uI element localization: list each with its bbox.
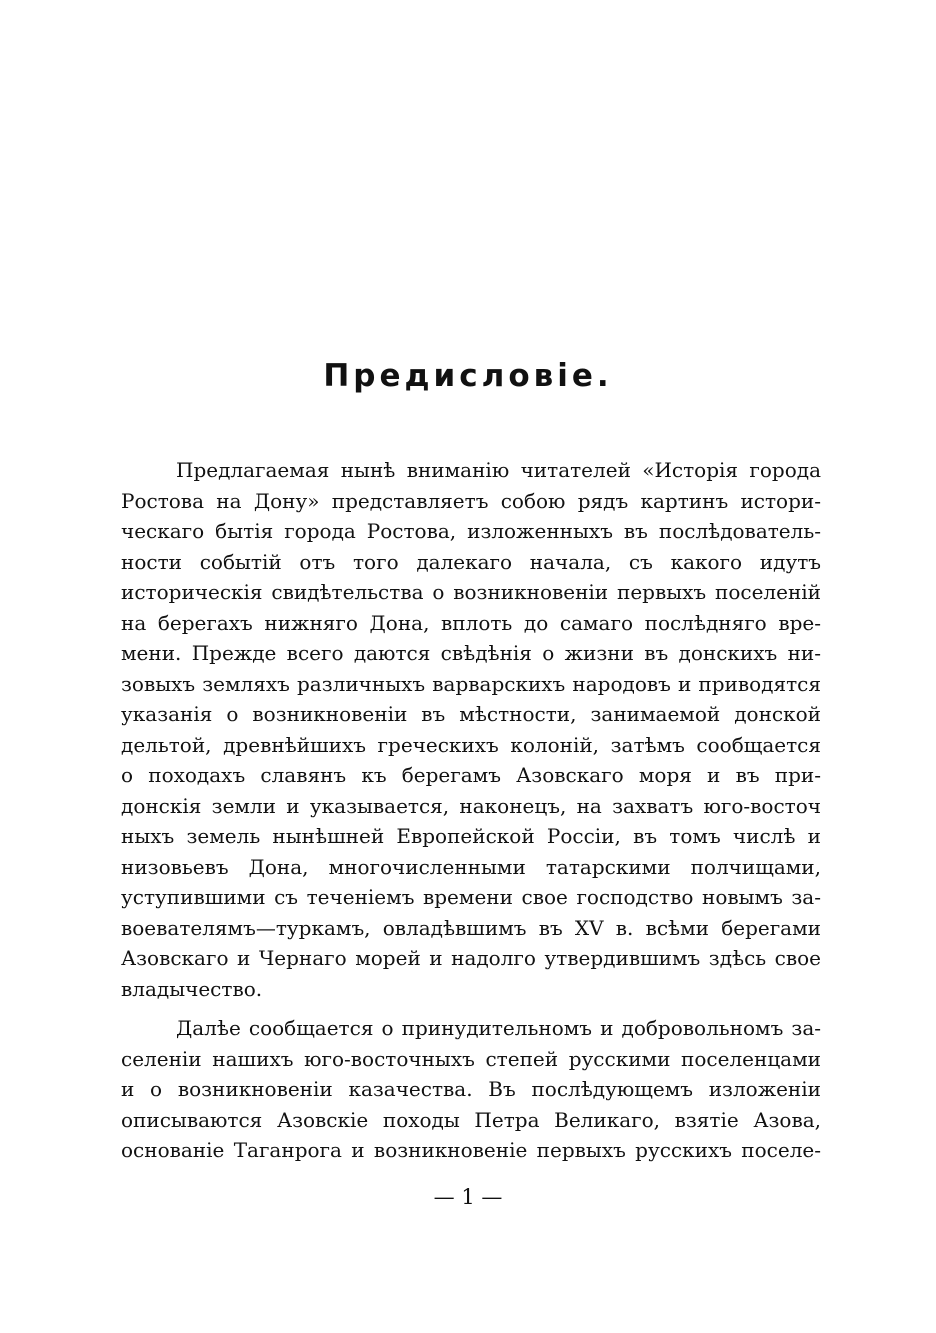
text-line: описываются Азовскіе походы Петра Великаго, взятіе Азова,: [121, 1107, 821, 1132]
text-line: указанія о возникновеніи въ мѣстности, занимаемой донской: [121, 702, 821, 726]
text-line: мени. Прежде всего даются свѣдѣнія о жизни въ донскихъ ни-: [121, 641, 821, 665]
page-number: — 1 —: [433, 1185, 503, 1209]
text-line: низовьевъ Дона, многочисленными татарскими полчищами,: [121, 854, 821, 879]
text-line: ческаго бытія города Ростова, изложенныхъ въ послѣдователь-: [121, 519, 821, 543]
text-line: донскія земли и указывается, наконецъ, на захватъ юго-восточ: [121, 793, 821, 818]
paragraph-1: [121, 455, 821, 1004]
text-line: и о возникновеніи казачества. Въ послѣдующемъ изложеніи: [121, 1077, 821, 1101]
text-line: ности событій отъ того далекаго начала, съ какого идутъ: [121, 549, 821, 574]
text-line: Далѣе сообщается о принудительномъ и добровольномъ за-: [176, 1016, 821, 1040]
text-line: селеніи нашихъ юго-восточныхъ степей русскими поселенцами: [121, 1046, 821, 1071]
text-line: владычество.: [121, 976, 263, 1001]
text-line: ныхъ земель нынѣшней Европейской Россіи, въ томъ числѣ и: [121, 824, 821, 848]
text-line: зовыхъ земляхъ различныхъ варварскихъ народовъ и приводятся: [121, 671, 821, 696]
text-line: историческія свидѣтельства о возникновеніи первыхъ поселеній: [121, 580, 821, 604]
text-line: дельтой, древнѣйшихъ греческихъ колоній, затѣмъ сообщается: [121, 732, 821, 757]
page-heading: Предисловіе.: [323, 358, 613, 394]
text-line: Азовскаго и Чернаго морей и надолго утвердившимъ здѣсь свое: [121, 946, 821, 970]
text-line: Ростова на Дону» представляетъ собою рядъ картинъ истори-: [121, 488, 821, 513]
text-line: основаніе Таганрога и возникновеніе первыхъ русскихъ поселе-: [121, 1138, 821, 1162]
paragraph-2: [121, 1013, 821, 1166]
text-line: воевателямъ—туркамъ, овладѣвшимъ въ XV в. всѣми берегами: [121, 915, 821, 940]
text-line: уступившими съ теченіемъ времени свое господство новымъ за-: [121, 885, 821, 909]
text-line: на берегахъ нижняго Дона, вплоть до самаго послѣдняго вре-: [121, 610, 821, 635]
text-line: Предлагаемая нынѣ вниманію читателей «Исторія города: [176, 458, 821, 482]
text-line: о походахъ славянъ къ берегамъ Азовскаго моря и въ при-: [121, 763, 821, 787]
